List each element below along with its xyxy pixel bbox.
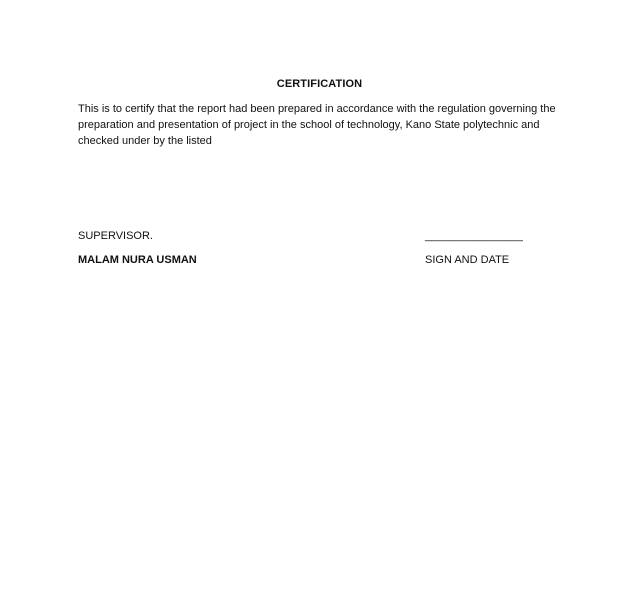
supervisor-name: MALAM NURA USMAN: [78, 254, 197, 266]
document-title: CERTIFICATION: [276, 78, 363, 90]
sign-date-label: SIGN AND DATE: [425, 254, 510, 266]
supervisor-label: SUPERVISOR.: [78, 230, 153, 242]
certification-paragraph: This is to certify that the report had been prepared in accordance with the regulation governing the preparation and presentation of project in the school of technology, Kano State polytechnic and checked under by the listed: [78, 103, 556, 147]
signature-line: ________________: [425, 230, 523, 242]
